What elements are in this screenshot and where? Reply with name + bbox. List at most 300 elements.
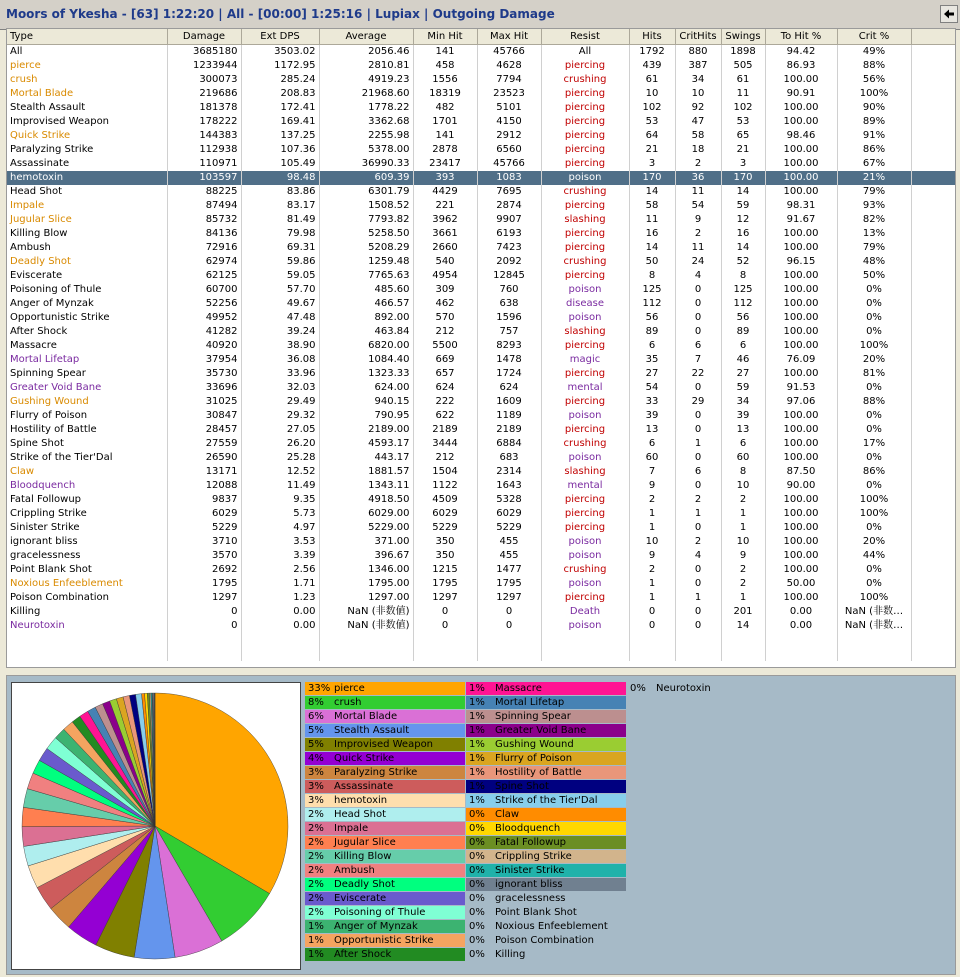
row-cell: 100.00 <box>765 507 837 521</box>
row-cell: 1297 <box>167 591 241 605</box>
row-cell: 4.97 <box>241 521 319 535</box>
table-row[interactable] <box>7 577 955 591</box>
row-cell: 100.00 <box>765 549 837 563</box>
row-cell: 67% <box>837 157 911 171</box>
row-cell: 2092 <box>477 255 541 269</box>
table-row[interactable] <box>7 479 955 493</box>
legend-item <box>466 850 626 863</box>
empty-cell <box>241 647 319 661</box>
row-cell: 2.56 <box>241 563 319 577</box>
row-cell: 0 <box>675 423 721 437</box>
row-cell: 9907 <box>477 213 541 227</box>
legend-label: Paralyzing Strike <box>334 767 418 778</box>
row-cell: 9 <box>629 549 675 563</box>
row-cell: 178222 <box>167 115 241 129</box>
table-row[interactable] <box>7 493 955 507</box>
legend-label: hemotoxin <box>334 795 388 806</box>
row-cell: 93% <box>837 199 911 213</box>
table-row[interactable] <box>7 353 955 367</box>
row-cell: piercing <box>541 199 629 213</box>
row-cell: 1508.52 <box>319 199 413 213</box>
row-cell: 2189.00 <box>319 423 413 437</box>
row-type-cell: Ambush <box>7 241 167 255</box>
row-cell: 76.09 <box>765 353 837 367</box>
row-cell: 50.00 <box>765 577 837 591</box>
row-cell: piercing <box>541 115 629 129</box>
table-row[interactable] <box>7 451 955 465</box>
row-cell: 1 <box>675 507 721 521</box>
row-filler <box>911 269 955 283</box>
legend-percent: 1% <box>469 739 485 750</box>
table-row[interactable] <box>7 535 955 549</box>
row-cell: 23523 <box>477 87 541 101</box>
table-row[interactable] <box>7 297 955 311</box>
row-cell: 1 <box>629 521 675 535</box>
row-cell: 1233944 <box>167 59 241 73</box>
legend-item <box>305 780 465 793</box>
row-cell: 0.00 <box>765 619 837 633</box>
row-cell: 0 <box>675 577 721 591</box>
row-cell: 1 <box>721 591 765 605</box>
row-cell: 40920 <box>167 339 241 353</box>
row-filler <box>911 115 955 129</box>
row-cell: 81% <box>837 367 911 381</box>
legend-item <box>305 710 465 723</box>
pie-chart <box>11 682 301 970</box>
row-cell: piercing <box>541 339 629 353</box>
legend-percent: 0% <box>469 935 485 946</box>
row-cell: 9 <box>721 549 765 563</box>
row-cell: poison <box>541 409 629 423</box>
row-filler <box>911 479 955 493</box>
row-cell: 35730 <box>167 367 241 381</box>
legend-percent: 8% <box>308 697 324 708</box>
row-cell: 172.41 <box>241 101 319 115</box>
table-row[interactable] <box>7 423 955 437</box>
row-cell: 22 <box>675 367 721 381</box>
table-row[interactable] <box>7 521 955 535</box>
column-header[interactable]: Swings <box>721 29 765 45</box>
empty-cell <box>541 633 629 647</box>
row-cell: poison <box>541 171 629 185</box>
table-row[interactable] <box>7 465 955 479</box>
column-header[interactable]: To Hit % <box>765 29 837 45</box>
column-header[interactable]: Crit % <box>837 29 911 45</box>
row-cell: 83.17 <box>241 199 319 213</box>
row-cell: 5378.00 <box>319 143 413 157</box>
row-cell: 37954 <box>167 353 241 367</box>
table-row[interactable] <box>7 619 955 633</box>
row-cell: 1215 <box>413 563 477 577</box>
legend-percent: 0% <box>630 683 646 694</box>
table-row[interactable] <box>7 59 955 73</box>
row-cell: 9837 <box>167 493 241 507</box>
row-cell: 3.53 <box>241 535 319 549</box>
row-cell: 33696 <box>167 381 241 395</box>
row-filler <box>911 59 955 73</box>
row-cell: 36 <box>675 171 721 185</box>
row-cell: 880 <box>675 45 721 60</box>
table-row[interactable] <box>7 171 955 185</box>
legend-label: Mortal Lifetap <box>495 697 565 708</box>
table-row[interactable] <box>7 563 955 577</box>
row-cell: 8293 <box>477 339 541 353</box>
row-filler <box>911 605 955 619</box>
row-cell: 53 <box>629 115 675 129</box>
table-row[interactable] <box>7 437 955 451</box>
legend-text <box>308 696 362 709</box>
table-row[interactable] <box>7 115 955 129</box>
table-row[interactable] <box>7 395 955 409</box>
legend-label: Noxious Enfeeblement <box>495 921 608 932</box>
empty-cell <box>675 633 721 647</box>
legend-item <box>466 892 626 905</box>
row-cell: 6884 <box>477 437 541 451</box>
row-cell: 0 <box>675 479 721 493</box>
row-cell: 0.00 <box>241 619 319 633</box>
legend-percent: 0% <box>469 851 485 862</box>
row-type-cell: gracelessness <box>7 549 167 563</box>
row-cell: 25.28 <box>241 451 319 465</box>
legend-label: Crippling Strike <box>495 851 572 862</box>
table-row[interactable] <box>7 185 955 199</box>
legend-percent: 1% <box>469 795 485 806</box>
row-cell: 7 <box>675 353 721 367</box>
row-cell: 26590 <box>167 451 241 465</box>
column-header[interactable]: Ext DPS <box>241 29 319 45</box>
row-cell: 570 <box>413 311 477 325</box>
table-row[interactable] <box>7 87 955 101</box>
table-row[interactable] <box>7 241 955 255</box>
legend-label: Neurotoxin <box>656 683 711 694</box>
row-cell: 59 <box>721 381 765 395</box>
row-cell: 100.00 <box>765 521 837 535</box>
empty-cell <box>837 647 911 661</box>
table-row[interactable] <box>7 213 955 227</box>
row-cell: 309 <box>413 283 477 297</box>
window-title: Moors of Ykesha - [63] 1:22:20 | All - [00:00] 1:25:16 | Lupiax | Outgoing Damage <box>6 7 555 21</box>
row-cell: 10 <box>721 535 765 549</box>
row-cell: 443.17 <box>319 451 413 465</box>
legend-item <box>466 822 626 835</box>
table-row[interactable] <box>7 283 955 297</box>
column-header[interactable]: CritHits <box>675 29 721 45</box>
row-cell: 87.50 <box>765 465 837 479</box>
row-cell: 1881.57 <box>319 465 413 479</box>
row-filler <box>911 297 955 311</box>
row-cell: 0 <box>413 619 477 633</box>
legend-percent: 2% <box>308 809 324 820</box>
row-type-cell: pierce <box>7 59 167 73</box>
row-cell: 0 <box>675 325 721 339</box>
legend-text <box>469 766 582 779</box>
empty-cell <box>675 647 721 661</box>
row-cell: 21968.60 <box>319 87 413 101</box>
row-cell: 8 <box>721 465 765 479</box>
row-filler <box>911 339 955 353</box>
row-type-cell: Bloodquench <box>7 479 167 493</box>
row-cell: 14 <box>721 185 765 199</box>
row-cell: 27 <box>721 367 765 381</box>
row-cell: 6193 <box>477 227 541 241</box>
row-cell: 6 <box>629 339 675 353</box>
row-cell: 33.96 <box>241 367 319 381</box>
row-cell: 1 <box>721 521 765 535</box>
legend-text <box>308 710 397 723</box>
legend-label: Spinning Spear <box>495 711 571 722</box>
row-type-cell: Gushing Wound <box>7 395 167 409</box>
row-cell: 21 <box>721 143 765 157</box>
row-cell: 505 <box>721 59 765 73</box>
row-cell: 3685180 <box>167 45 241 60</box>
row-filler <box>911 381 955 395</box>
legend-text <box>308 934 434 947</box>
row-cell: 112938 <box>167 143 241 157</box>
row-cell: 0% <box>837 283 911 297</box>
row-cell: 59.05 <box>241 269 319 283</box>
row-cell: 62125 <box>167 269 241 283</box>
row-cell: 11 <box>721 87 765 101</box>
row-cell: 60 <box>721 451 765 465</box>
legend-item <box>305 850 465 863</box>
empty-cell <box>629 633 675 647</box>
row-cell: 1724 <box>477 367 541 381</box>
row-cell: 1189 <box>477 409 541 423</box>
legend-percent: 0% <box>469 907 485 918</box>
row-type-cell: Killing Blow <box>7 227 167 241</box>
row-cell: 79% <box>837 185 911 199</box>
row-cell: 49952 <box>167 311 241 325</box>
table-row[interactable] <box>7 73 955 87</box>
row-cell: 1259.48 <box>319 255 413 269</box>
row-cell: 4919.23 <box>319 73 413 87</box>
row-cell: 6 <box>721 437 765 451</box>
row-cell: 52256 <box>167 297 241 311</box>
row-cell: 13 <box>629 423 675 437</box>
row-cell: 34 <box>721 395 765 409</box>
legend-percent: 1% <box>469 683 485 694</box>
row-type-cell: Assassinate <box>7 157 167 171</box>
row-cell: 100.00 <box>765 73 837 87</box>
table-row[interactable] <box>7 143 955 157</box>
row-cell: All <box>541 45 629 60</box>
legend-percent: 5% <box>308 739 324 750</box>
row-cell: 90.00 <box>765 479 837 493</box>
row-cell: 0 <box>675 283 721 297</box>
legend-text <box>308 752 394 765</box>
legend-text <box>469 808 519 821</box>
row-cell: 1172.95 <box>241 59 319 73</box>
row-cell: 1898 <box>721 45 765 60</box>
row-cell: 212 <box>413 325 477 339</box>
row-type-cell: Mortal Blade <box>7 87 167 101</box>
row-cell: 41282 <box>167 325 241 339</box>
legend-percent: 2% <box>308 837 324 848</box>
empty-cell <box>7 647 167 661</box>
column-header[interactable]: Type <box>7 29 167 45</box>
row-cell: piercing <box>541 59 629 73</box>
row-cell: 62974 <box>167 255 241 269</box>
row-cell: 4593.17 <box>319 437 413 451</box>
table-row[interactable] <box>7 311 955 325</box>
column-header[interactable]: Hits <box>629 29 675 45</box>
table-row[interactable] <box>7 409 955 423</box>
legend-percent: 2% <box>308 879 324 890</box>
row-cell: 58 <box>629 199 675 213</box>
row-cell: 8 <box>721 269 765 283</box>
column-header[interactable]: Resist <box>541 29 629 45</box>
legend-percent: 33% <box>308 683 331 694</box>
column-header[interactable]: Damage <box>167 29 241 45</box>
column-header[interactable]: Average <box>319 29 413 45</box>
row-cell: 1346.00 <box>319 563 413 577</box>
table-row[interactable] <box>7 101 955 115</box>
empty-cell <box>721 633 765 647</box>
row-cell: 18319 <box>413 87 477 101</box>
row-cell: 1795 <box>477 577 541 591</box>
row-cell: piercing <box>541 227 629 241</box>
row-filler <box>911 199 955 213</box>
table-row[interactable] <box>7 227 955 241</box>
row-cell: piercing <box>541 423 629 437</box>
row-cell: 2056.46 <box>319 45 413 60</box>
row-cell: 56 <box>721 311 765 325</box>
row-type-cell: Strike of the Tier'Dal <box>7 451 167 465</box>
table-row[interactable] <box>7 367 955 381</box>
table-row[interactable] <box>7 269 955 283</box>
row-cell: 439 <box>629 59 675 73</box>
row-filler <box>911 157 955 171</box>
legend-item <box>305 808 465 821</box>
row-cell: 3 <box>721 157 765 171</box>
legend-item <box>466 794 626 807</box>
row-cell: 3362.68 <box>319 115 413 129</box>
row-cell: 17% <box>837 437 911 451</box>
table-row[interactable] <box>7 325 955 339</box>
row-cell: 1083 <box>477 171 541 185</box>
row-cell: 396.67 <box>319 549 413 563</box>
empty-cell <box>541 647 629 661</box>
legend-label: pierce <box>334 683 365 694</box>
row-cell: 201 <box>721 605 765 619</box>
row-cell: crushing <box>541 73 629 87</box>
row-cell: 39 <box>721 409 765 423</box>
row-cell: 0% <box>837 311 911 325</box>
row-cell: 4954 <box>413 269 477 283</box>
table-row[interactable] <box>7 45 955 60</box>
row-cell: 100.00 <box>765 171 837 185</box>
row-filler <box>911 241 955 255</box>
row-cell: 208.83 <box>241 87 319 101</box>
column-header[interactable]: Max Hit <box>477 29 541 45</box>
table-row[interactable] <box>7 339 955 353</box>
row-cell: 141 <box>413 129 477 143</box>
row-cell: 59.86 <box>241 255 319 269</box>
table-row[interactable] <box>7 605 955 619</box>
empty-cell <box>319 647 413 661</box>
legend-label: Hostility of Battle <box>495 767 582 778</box>
row-cell: piercing <box>541 493 629 507</box>
column-header[interactable]: Min Hit <box>413 29 477 45</box>
row-cell: crushing <box>541 255 629 269</box>
row-cell: 0% <box>837 297 911 311</box>
table-row[interactable] <box>7 199 955 213</box>
row-cell: 5229 <box>167 521 241 535</box>
row-cell: 23417 <box>413 157 477 171</box>
row-cell: 371.00 <box>319 535 413 549</box>
row-cell: poison <box>541 549 629 563</box>
empty-cell <box>413 647 477 661</box>
legend-percent: 3% <box>308 795 324 806</box>
legend-label: Greater Void Bane <box>495 725 587 736</box>
row-cell: 2 <box>721 493 765 507</box>
row-cell: 0 <box>167 605 241 619</box>
legend-label: Poison Combination <box>495 935 595 946</box>
row-filler <box>911 283 955 297</box>
row-cell: NaN (非数値) <box>319 619 413 633</box>
legend-text <box>308 808 386 821</box>
row-cell: 60 <box>629 451 675 465</box>
row-cell: 1 <box>721 507 765 521</box>
row-cell: 12088 <box>167 479 241 493</box>
legend-percent: 1% <box>469 753 485 764</box>
row-cell: 102 <box>721 101 765 115</box>
row-cell: 0 <box>675 563 721 577</box>
legend-text <box>469 780 549 793</box>
table-row[interactable] <box>7 157 955 171</box>
row-cell: 1477 <box>477 563 541 577</box>
row-cell: 100% <box>837 339 911 353</box>
row-filler <box>911 619 955 633</box>
row-cell: 98.48 <box>241 171 319 185</box>
row-cell: 86% <box>837 465 911 479</box>
row-cell: magic <box>541 353 629 367</box>
legend-item <box>305 766 465 779</box>
row-cell: slashing <box>541 325 629 339</box>
legend-label: Assassinate <box>334 781 394 792</box>
row-cell: 125 <box>721 283 765 297</box>
legend-item <box>305 696 465 709</box>
legend-label: crush <box>334 697 362 708</box>
row-type-cell: Flurry of Poison <box>7 409 167 423</box>
row-cell: 10 <box>629 87 675 101</box>
table-row[interactable] <box>7 591 955 605</box>
table-row[interactable] <box>7 507 955 521</box>
row-cell: 144383 <box>167 129 241 143</box>
row-cell: 1.71 <box>241 577 319 591</box>
table-row[interactable] <box>7 129 955 143</box>
table-row[interactable] <box>7 381 955 395</box>
table-row[interactable] <box>7 255 955 269</box>
row-cell: 1701 <box>413 115 477 129</box>
row-cell: 100.00 <box>765 451 837 465</box>
row-cell: 72916 <box>167 241 241 255</box>
row-cell: 0% <box>837 423 911 437</box>
row-cell: poison <box>541 451 629 465</box>
legend-label: Massacre <box>495 683 542 694</box>
row-cell: 1 <box>629 591 675 605</box>
legend-percent: 1% <box>469 781 485 792</box>
empty-row <box>7 633 955 647</box>
legend-text <box>308 780 393 793</box>
row-cell: 6 <box>721 339 765 353</box>
empty-cell <box>721 647 765 661</box>
legend-text <box>630 682 711 695</box>
back-button[interactable] <box>940 5 958 23</box>
legend-label: Ambush <box>334 865 375 876</box>
row-cell: 1609 <box>477 395 541 409</box>
table-row[interactable] <box>7 549 955 563</box>
